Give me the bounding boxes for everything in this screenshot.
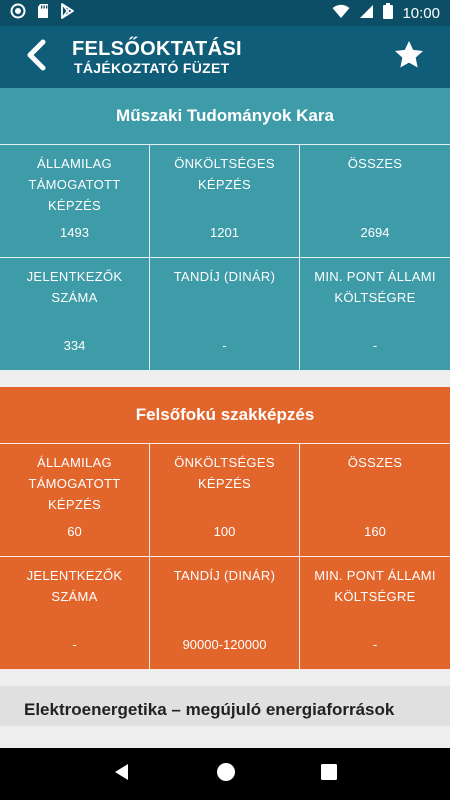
status-bar (0, 0, 450, 26)
app-title: FELSŐOKTATÁSI (72, 38, 242, 60)
program-card[interactable] (0, 387, 450, 670)
stat-cell (150, 145, 300, 258)
app-title-block (72, 38, 242, 77)
stat-label: MIN. PONT ÁLLAMI KÖLTSÉGRE (314, 568, 436, 604)
stat-value: - (372, 637, 378, 652)
clock-text: 10:00 (402, 4, 440, 22)
stat-cell (150, 557, 300, 670)
stats-grid (0, 144, 450, 371)
status-right-icons (332, 3, 440, 23)
stat-value: - (372, 338, 378, 353)
stat-cell (150, 444, 300, 557)
stat-value: - (72, 637, 77, 652)
star-icon (393, 39, 425, 76)
stat-label: ÖNKÖLTSÉGES KÉPZÉS (174, 156, 275, 192)
play-store-icon (60, 3, 75, 23)
app-subtitle: TÁJÉKOZTATÓ FÜZET (74, 60, 230, 76)
stat-label: TANDÍJ (DINÁR) (173, 568, 276, 583)
stat-value: 100 (213, 524, 236, 539)
back-button[interactable] (20, 40, 52, 74)
card-title: Felsőfokú szakképzés (135, 405, 315, 424)
stat-value: 60 (67, 524, 82, 539)
wifi-icon (332, 4, 350, 23)
stat-label: JELENTKEZŐK SZÁMA (26, 568, 123, 604)
stat-value: 160 (364, 524, 386, 539)
stat-value: 1493 (60, 225, 89, 240)
stat-cell (0, 145, 150, 258)
next-program-card[interactable] (0, 686, 450, 726)
home-circle-icon[interactable] (215, 761, 237, 788)
stat-label: ÖNKÖLTSÉGES KÉPZÉS (174, 455, 275, 491)
card-title: Műszaki Tudományok Kara (116, 106, 334, 125)
stat-cell (150, 258, 300, 371)
back-triangle-icon[interactable] (112, 762, 132, 787)
content-scroll[interactable] (0, 88, 450, 748)
stat-label: ÁLLAMILAG TÁMOGATOTT KÉPZÉS (28, 455, 121, 512)
card-title: Elektroenergetika – megújuló energiaforrások (24, 700, 395, 719)
record-icon (10, 3, 26, 23)
system-nav-bar (0, 748, 450, 800)
stat-cell (300, 444, 450, 557)
status-left-icons (10, 3, 75, 23)
signal-icon (359, 4, 374, 23)
stat-label: ÖSSZES (347, 156, 403, 171)
chevron-left-icon (25, 39, 47, 76)
favorite-button[interactable] (392, 40, 426, 74)
stat-label: ÖSSZES (347, 455, 403, 470)
battery-icon (383, 3, 393, 23)
stat-cell (300, 145, 450, 258)
stat-cell (0, 557, 150, 670)
stats-grid (0, 443, 450, 670)
app-bar (0, 26, 450, 88)
stat-value: 90000-120000 (182, 637, 267, 652)
stat-cell (0, 258, 150, 371)
stat-label: MIN. PONT ÁLLAMI KÖLTSÉGRE (314, 269, 436, 305)
stat-cell (300, 557, 450, 670)
stat-cell (300, 258, 450, 371)
stat-label: JELENTKEZŐK SZÁMA (26, 269, 123, 305)
program-card[interactable] (0, 88, 450, 371)
sd-card-icon (36, 3, 50, 23)
stat-value: - (222, 338, 227, 353)
recents-square-icon[interactable] (320, 763, 338, 786)
stat-cell (0, 444, 150, 557)
stat-value: 2694 (360, 225, 390, 240)
stat-label: ÁLLAMILAG TÁMOGATOTT KÉPZÉS (28, 156, 121, 213)
stat-value: 1201 (210, 225, 239, 240)
stat-label: TANDÍJ (DINÁR) (173, 269, 276, 284)
stat-value: 334 (63, 338, 86, 353)
